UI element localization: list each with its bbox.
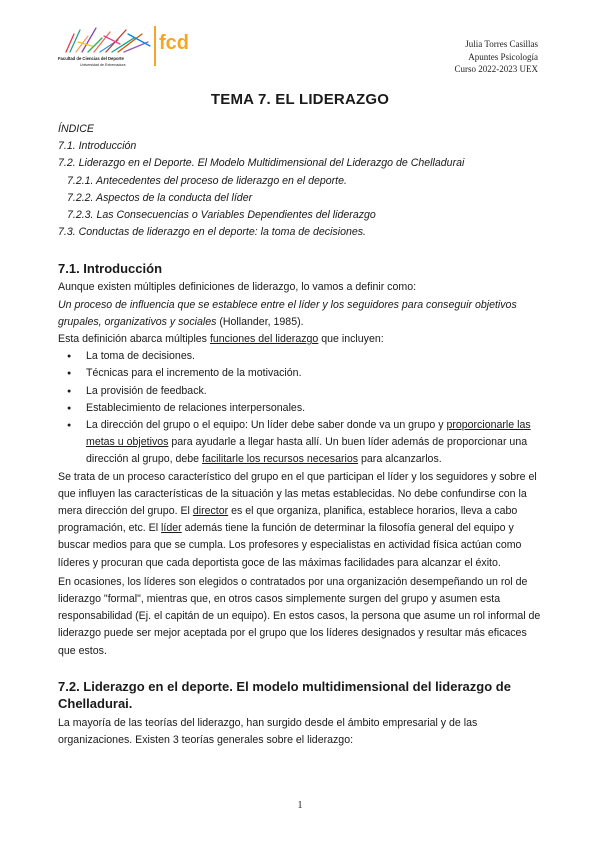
formal-leader-paragraph: En ocasiones, los líderes son elegidos o contratados por una organización desempeñando un rol de liderazgo "formal", mientras que, en otros casos simplemente surgen del grupo y asumen esta responsabilidad (Ej. el capitán de un equipo). En estos casos, la persona que asume un rol informal de liderazgo puede ser mejor aceptada por el grupo que los líderes designados y resultar más eficaces que estos.: [58, 575, 541, 657]
list-item: ● Establecimiento de relaciones interpersonales.: [58, 400, 544, 417]
list-item: ● La provisión de feedback.: [58, 383, 544, 400]
section-2-heading: 7.2. Liderazgo en el deporte. El modelo multidimensional del liderazgo de Chelladurai.: [58, 678, 511, 711]
index-item[interactable]: 7.2.2. Aspectos de la conducta del líder: [67, 191, 253, 204]
text-span: Esta definición abarca múltiples: [58, 333, 210, 346]
citation: (Hollander, 1985).: [216, 315, 304, 328]
text-span: Se trata de un proceso característico del grupo en el que participan el líder y los seguidores y sobre el que influyen las características de la situación y las metas establecidas. No debe confundirse con la mera dirección del grupo. El: [58, 470, 537, 518]
logo-acronym: fcd: [159, 32, 189, 54]
logo-text-1: Facultad de Ciencias del Deporte: [58, 56, 124, 61]
definition-paragraph: [58, 297, 544, 331]
header-author: Julia Torres Casillas: [465, 39, 538, 49]
section-2-paragraph: La mayoría de las teorías del liderazgo, han surgido desde el ámbito empresarial y de las organizaciones. Existen 3 teorías generales sobre el liderazgo:: [58, 716, 478, 747]
text-span: para ayudarle a llegar hasta allí. Un buen líder además de proporcionar una dirección al grupo, debe: [86, 436, 528, 466]
document-body: [58, 121, 544, 749]
page-number: 1: [297, 800, 303, 811]
document-header: [455, 38, 539, 76]
underlined-text: líder: [161, 522, 182, 535]
underlined-text: facilitarle los recursos necesarios: [202, 453, 359, 466]
functions-list: [58, 348, 544, 468]
functions-link: funciones del liderazgo: [209, 333, 319, 346]
index-item[interactable]: 7.2.1. Antecedentes del proceso de liderazgo en el deporte.: [67, 174, 347, 187]
underlined-text: director: [192, 505, 229, 518]
list-item: ● La toma de decisiones.: [58, 348, 544, 365]
functions-paragraph: [58, 331, 544, 348]
text-span: es el que organiza, planifica, establece horarios, lleva a cabo programación, etc. El: [58, 505, 518, 535]
page-title: TEMA 7. EL LIDERAZGO: [210, 91, 390, 108]
section-1-heading: 7.1. Introducción: [58, 261, 163, 277]
index-item[interactable]: 7.3. Conductas de liderazgo en el deporte: la toma de decisiones.: [58, 226, 367, 239]
index-item[interactable]: 7.2. Liderazgo en el Deporte. El Modelo Multidimensional del Liderazgo de Chelladurai: [58, 157, 465, 170]
index-heading: ÍNDICE: [58, 123, 94, 135]
faculty-logo: [58, 24, 188, 74]
header-subject: Apuntes Psicología: [468, 51, 538, 62]
section-1-paragraph: Aunque existen múltiples definiciones de liderazgo, lo vamos a definir como:: [58, 281, 417, 294]
logo-text-2: Universidad de Extremadura: [80, 63, 126, 67]
underlined-text: proporcionarle las metas u objetivos: [86, 419, 531, 449]
index-item[interactable]: 7.2.3. Las Consecuencias o Variables Dependientes del liderazgo: [67, 209, 376, 222]
group-process-paragraph: [58, 469, 544, 572]
list-item: [58, 417, 544, 469]
definition-text: Un proceso de influencia que se establece entre el líder y los seguidores para conseguir objetivos grupales, organizativos y sociales: [58, 298, 517, 328]
header-course: Curso 2022-2023 UEX: [454, 64, 538, 74]
list-item: ● Técnicas para el incremento de la motivación.: [58, 365, 544, 382]
text-span: que incluyen:: [318, 333, 384, 346]
text-span: para alcanzarlos.: [358, 453, 442, 466]
text-span: además tiene la función de determinar la filosofía general del equipo y buscar medios para que se cumpla. Los profesores y especialistas en actividad física actúan como líderes y procuran que cada deportista goce de las máximas facilidades para alcanzar el éxito.: [58, 522, 522, 569]
index-item[interactable]: 7.1. Introducción: [58, 140, 137, 153]
text-span: La dirección del grupo o el equipo: Un líder debe saber donde va un grupo y: [86, 419, 447, 432]
